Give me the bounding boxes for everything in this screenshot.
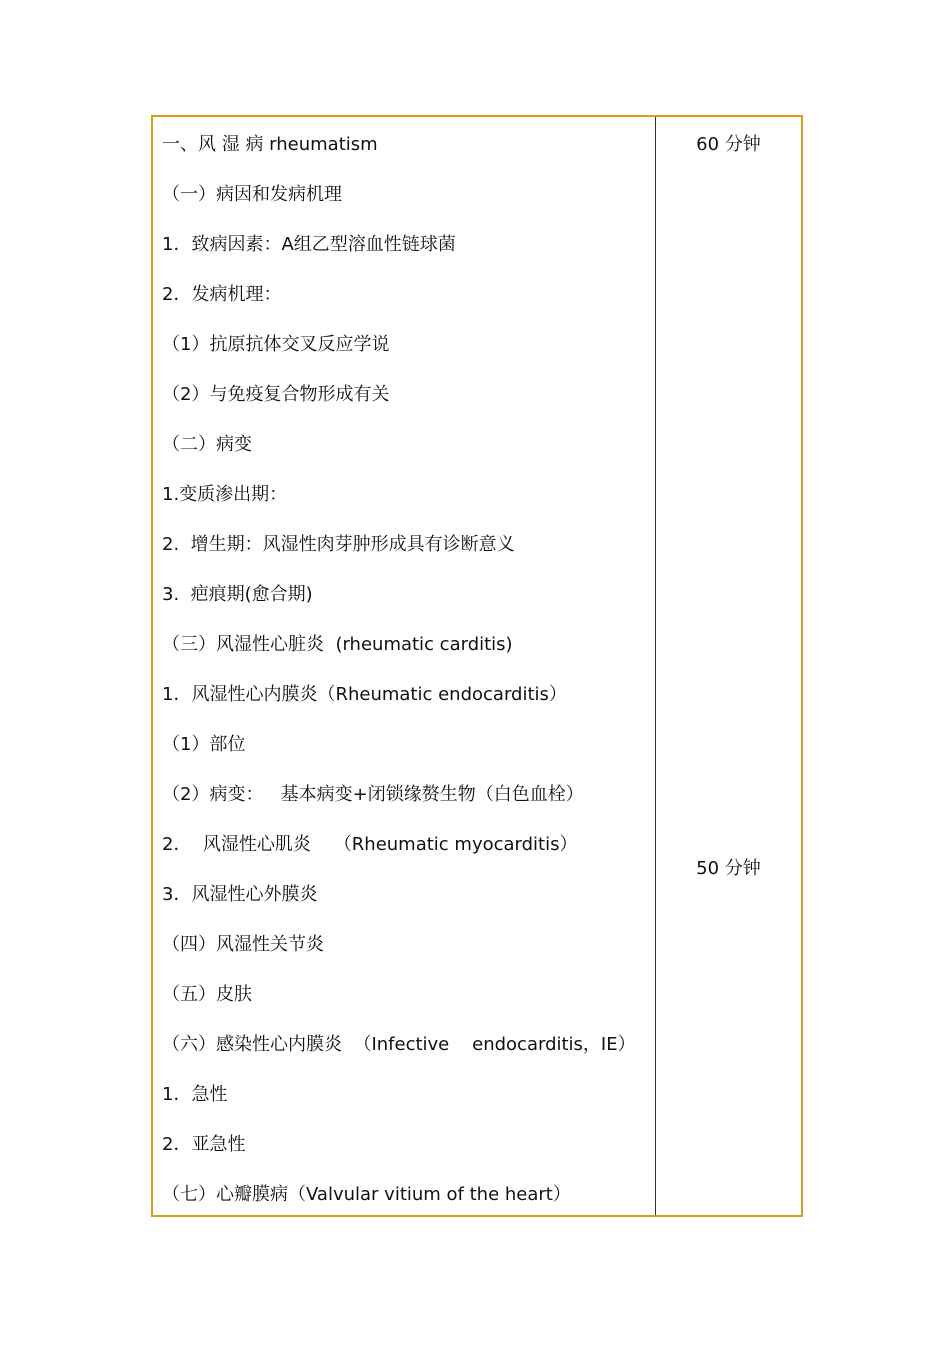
duration-column	[656, 117, 801, 1215]
lesson-plan-table	[151, 115, 803, 1217]
content-line: （2）与免疫复合物形成有关	[162, 384, 390, 405]
content-line: （五）皮肤	[162, 984, 252, 1005]
content-line: （1）抗原抗体交叉反应学说	[162, 334, 390, 355]
content-line: （1）部位	[162, 734, 246, 755]
content-line: 2．发病机理：	[162, 284, 282, 305]
content-line: （二）病变	[162, 434, 252, 455]
content-column	[153, 117, 656, 1215]
content-line: （四）风湿性关节炎	[162, 934, 324, 955]
content-line: 2． 风湿性心肌炎 （Rheumatic myocarditis）	[162, 834, 578, 855]
content-line: 1．急性	[162, 1084, 228, 1105]
content-line: （三）风湿性心脏炎 (rheumatic carditis)	[162, 634, 513, 655]
content-line: （七）心瓣膜病（Valvular vitium of the heart）	[162, 1184, 571, 1205]
duration-50: 50 分钟	[696, 858, 761, 879]
content-line: 3．风湿性心外膜炎	[162, 884, 318, 905]
content-line: 1．致病因素：A组乙型溶血性链球菌	[162, 234, 456, 255]
content-line: 一、风 湿 病 rheumatism	[162, 134, 378, 155]
content-line: 2．亚急性	[162, 1134, 246, 1155]
duration-60: 60 分钟	[696, 134, 761, 155]
content-line: 3. 疤痕期(愈合期)	[162, 584, 313, 605]
content-line: （六）感染性心内膜炎 （Infective endocarditis，IE）	[162, 1034, 636, 1055]
content-line: 2. 增生期：风湿性肉芽肿形成具有诊断意义	[162, 534, 515, 555]
content-line: 1.变质渗出期：	[162, 484, 288, 505]
content-line: （一）病因和发病机理	[162, 184, 342, 205]
content-line: （2）病变： 基本病变+闭锁缘赘生物（白色血栓）	[162, 784, 584, 805]
content-line: 1．风湿性心内膜炎（Rheumatic endocarditis）	[162, 684, 567, 705]
